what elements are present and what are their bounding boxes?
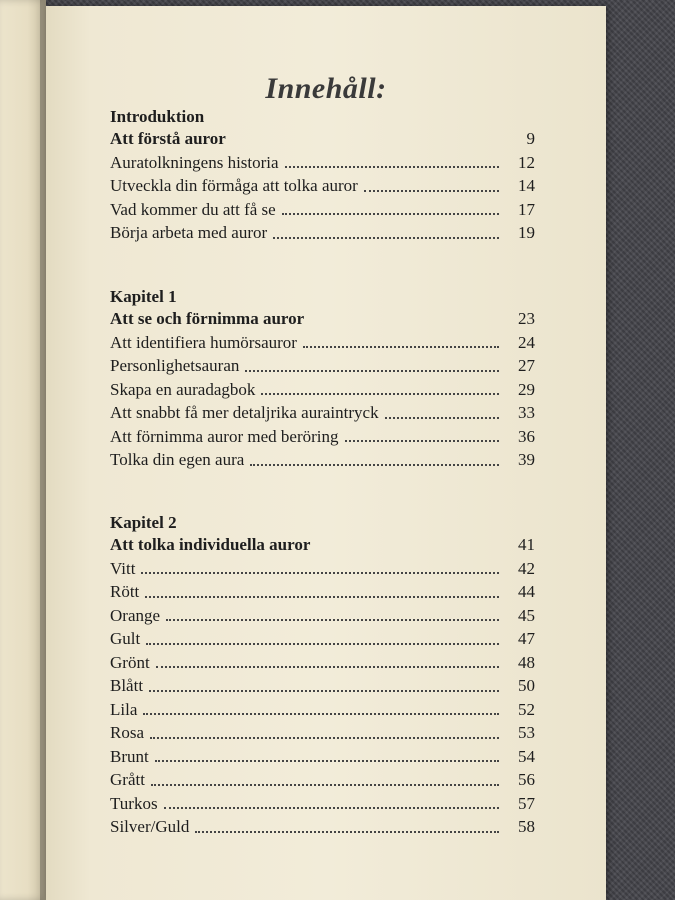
dot-leader — [146, 642, 499, 645]
page-number: 19 — [518, 223, 535, 242]
toc-entry — [110, 354, 535, 378]
entry-label: Att förstå auror — [110, 129, 226, 148]
entry-label: Blått — [110, 676, 144, 695]
toc-entry — [110, 221, 535, 245]
page-number: 57 — [518, 793, 535, 813]
dot-leader — [150, 736, 499, 739]
page-number: 29 — [518, 379, 535, 399]
page-number: 12 — [518, 152, 535, 172]
toc-entry — [110, 198, 535, 222]
toc-entry — [110, 674, 535, 698]
entry-label: Rött — [110, 582, 140, 601]
toc-title: Innehåll: — [265, 72, 387, 105]
page-number: 45 — [518, 605, 535, 625]
page-number: 9 — [526, 129, 535, 148]
entry-label: Grönt — [110, 652, 150, 672]
dot-leader — [364, 189, 499, 192]
page-number: 44 — [518, 582, 535, 601]
entry-label: Vad kommer du att få se — [110, 199, 276, 219]
dot-leader — [195, 830, 499, 833]
toc-entry — [110, 721, 535, 745]
dot-leader — [141, 571, 499, 574]
dot-leader — [303, 345, 499, 348]
entry-label: Börja arbeta med auror — [110, 223, 268, 242]
entry-label: Att identifiera humörsauror — [110, 332, 297, 352]
dot-leader — [166, 618, 499, 621]
page-number: 14 — [518, 176, 535, 195]
toc-section-introduktion — [110, 106, 535, 245]
toc-section-kapitel-1 — [110, 286, 535, 472]
dot-leader — [245, 369, 499, 372]
entry-label: Lila — [110, 699, 138, 719]
toc-entry — [110, 745, 535, 769]
dot-leader — [145, 595, 499, 598]
toc-entry — [110, 698, 535, 722]
chapter-title-row — [110, 127, 535, 151]
dot-leader — [143, 712, 499, 715]
page-number: 27 — [518, 356, 535, 375]
toc-entry — [110, 580, 535, 604]
dot-leader — [282, 212, 499, 215]
toc-entry — [110, 627, 535, 651]
chapter-title-row — [110, 307, 535, 331]
toc-entry — [110, 151, 535, 175]
page-number: 39 — [518, 450, 535, 469]
section-heading: Kapitel 2 — [110, 513, 177, 532]
entry-label: Att snabbt få mer detaljrika auraintryck — [110, 403, 379, 422]
toc-entry — [110, 792, 535, 816]
page-number: 36 — [518, 426, 535, 446]
dot-leader — [385, 416, 499, 419]
entry-label: Tolka din egen aura — [110, 450, 245, 469]
toc-entry — [110, 401, 535, 425]
page-number: 23 — [518, 309, 535, 328]
toc-entry — [110, 815, 535, 839]
page-number: 17 — [518, 199, 535, 219]
entry-label: Att förnimma auror med beröring — [110, 426, 339, 446]
page-number: 24 — [518, 332, 535, 352]
page-number: 56 — [518, 770, 535, 789]
dot-leader — [151, 783, 499, 786]
chapter-title-row — [110, 533, 535, 557]
entry-label: Auratolkningens historia — [110, 152, 279, 172]
entry-label: Att tolka individuella auror — [110, 535, 311, 554]
page-number: 54 — [518, 746, 535, 766]
dot-leader — [273, 236, 499, 239]
page-number: 41 — [518, 535, 535, 554]
page-number: 47 — [518, 629, 535, 648]
entry-label: Turkos — [110, 793, 158, 813]
entry-label: Grått — [110, 770, 145, 789]
dot-leader — [156, 665, 499, 668]
toc-entry — [110, 448, 535, 472]
dot-leader — [261, 392, 499, 395]
page-number: 52 — [518, 699, 535, 719]
toc-entry — [110, 604, 535, 628]
dot-leader — [345, 439, 500, 442]
toc-entry — [110, 174, 535, 198]
page-number: 33 — [518, 403, 535, 422]
entry-label: Orange — [110, 605, 161, 625]
toc-entry — [110, 651, 535, 675]
section-heading: Introduktion — [110, 107, 205, 126]
entry-label: Silver/Guld — [110, 817, 190, 836]
section-heading: Kapitel 1 — [110, 287, 177, 306]
entry-label: Utveckla din förmåga att tolka auror — [110, 176, 358, 195]
entry-label: Att se och förnimma auror — [110, 309, 305, 328]
entry-label: Gult — [110, 629, 141, 648]
dot-leader — [285, 165, 499, 168]
toc-entry — [110, 768, 535, 792]
toc-entry — [110, 425, 535, 449]
page-number: 53 — [518, 723, 535, 742]
entry-label: Vitt — [110, 558, 136, 578]
page-number: 48 — [518, 652, 535, 672]
entry-label: Rosa — [110, 723, 144, 742]
toc-entry — [110, 331, 535, 355]
toc-section-kapitel-2 — [110, 512, 535, 839]
toc-entry — [110, 378, 535, 402]
dot-leader — [155, 759, 499, 762]
dot-leader — [149, 689, 499, 692]
dot-leader — [250, 463, 499, 466]
entry-label: Skapa en auradagbok — [110, 379, 256, 399]
toc-entry — [110, 557, 535, 581]
dot-leader — [164, 806, 499, 809]
page-number: 42 — [518, 558, 535, 578]
entry-label: Personlighetsauran — [110, 356, 240, 375]
page-number: 58 — [518, 817, 535, 836]
page-number: 50 — [518, 676, 535, 695]
entry-label: Brunt — [110, 746, 149, 766]
